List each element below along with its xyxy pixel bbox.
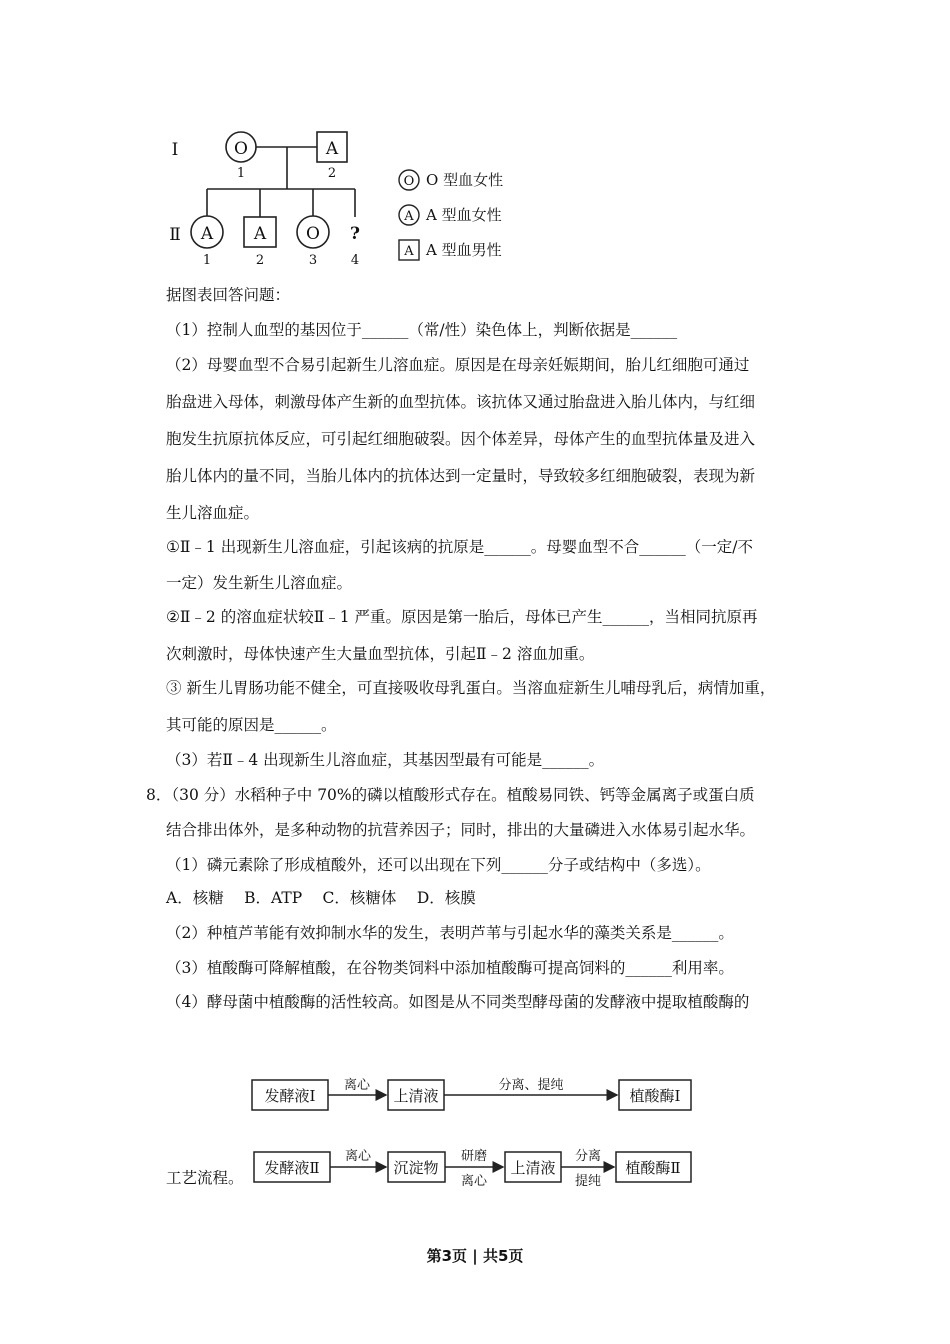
flow1-phytase-box: 植酸酶Ⅰ <box>629 1087 681 1105</box>
pedigree-chart <box>160 125 540 270</box>
ii1-blood-type: A <box>200 224 214 244</box>
intro-line: 据图表回答问题： <box>166 286 291 304</box>
generation-i-label: Ⅰ <box>171 140 179 160</box>
page-footer: 第3页 | 共5页 <box>426 1247 524 1265</box>
q3-line: （3）若Ⅱ﹣4 出现新生儿溶血症，其基因型最有可能是______。 <box>166 751 605 769</box>
ii1-number: 1 <box>202 253 212 268</box>
q2-line-4: 胎儿体内的量不同，当胎儿体内的抗体达到一定量时，导致较多红细胞破裂，表现为新 <box>166 467 756 485</box>
q8-sub3-line: （3）植酸酶可降解植酸，在谷物类饲料中添加植酸酶可提高饲料的______利用率。 <box>166 959 734 977</box>
ii3-number: 3 <box>308 253 318 268</box>
flow2-separate-label: 分离 <box>574 1149 602 1164</box>
flow1-supernatant-box: 上清液 <box>393 1087 439 1105</box>
flow2-supernatant-box: 上清液 <box>510 1159 556 1177</box>
ii2-number: 2 <box>255 253 265 268</box>
q1-line: （1）控制人血型的基因位于______（常/性）染色体上，判断依据是______ <box>166 321 678 339</box>
flow2-purify-label: 提纯 <box>574 1174 602 1189</box>
i1-number: 1 <box>236 166 246 181</box>
q8-sub1-options: A．核糖 B．ATP C．核糖体 D．核膜 <box>166 889 476 907</box>
process-flow-1 <box>245 1072 705 1117</box>
q2-line-3: 胞发生抗原抗体反应，可引起红细胞破裂。因个体差异，母体产生的血型抗体量及进入 <box>166 430 756 448</box>
process-flow-2 <box>245 1140 705 1195</box>
legend-a-male: A 型血男性 <box>426 241 502 259</box>
flow2-centrifuge2-label: 离心 <box>460 1174 488 1189</box>
legend-a-female: A 型血女性 <box>426 206 502 224</box>
q8-sub4-line: （4）酵母菌中植酸酶的活性较高。如图是从不同类型酵母菌的发酵液中提取植酸酶的 <box>166 993 750 1011</box>
flow2-fermentation-box: 发酵液Ⅱ <box>264 1159 320 1177</box>
flow2-grind-label: 研磨 <box>460 1149 488 1164</box>
ii2-blood-type: A <box>253 224 267 244</box>
flow1-separate-purify-label: 分离、提纯 <box>498 1078 564 1093</box>
flow1-centrifuge-label: 离心 <box>343 1078 371 1093</box>
legend-symbol-o: O <box>403 174 415 189</box>
i1-blood-type: O <box>234 139 248 159</box>
q2-line-5: 生儿溶血症。 <box>166 504 260 522</box>
ii3-blood-type: O <box>306 224 320 244</box>
legend-symbol-a-male: A <box>404 244 414 259</box>
q2-line-1: （2）母婴血型不合易引起新生儿溶血症。原因是在母亲妊娠期间，胎儿红细胞可通过 <box>166 356 750 374</box>
legend-o-female: O 型血女性 <box>426 171 504 189</box>
q2-line-2: 胎盘进入母体，刺激母体产生新的血型抗体。该抗体又通过胎盘进入胎儿体内，与红细 <box>166 393 756 411</box>
q2-sub1-line-1: ①Ⅱ﹣1 出现新生儿溶血症，引起该病的抗原是______。母婴血型不合______（一定/不 <box>166 538 753 556</box>
flow1-fermentation-box: 发酵液Ⅰ <box>264 1087 316 1105</box>
q2-sub2-line-2: 次刺激时，母体快速产生大量血型抗体，引起Ⅱ﹣2 溶血加重。 <box>166 645 595 663</box>
q2-sub1-line-2: 一定）发生新生儿溶血症。 <box>166 574 353 592</box>
generation-ii-label: Ⅱ <box>169 225 181 245</box>
i2-number: 2 <box>327 166 337 181</box>
q8-sub2-line: （2）种植芦苇能有效抑制水华的发生，表明芦苇与引起水华的藻类关系是______。 <box>166 924 734 942</box>
i2-blood-type: A <box>325 139 339 159</box>
legend-symbol-a-female: A <box>404 209 414 224</box>
flow2-centrifuge-label: 离心 <box>344 1149 372 1164</box>
q2-sub3-line-2: 其可能的原因是______。 <box>166 716 337 734</box>
q8-sub4-line-end: 工艺流程。 <box>166 1169 244 1187</box>
q2-sub3-line-1: ③ 新生儿胃肠功能不健全，可直接吸收母乳蛋白。当溶血症新生儿哺母乳后，病情加重， <box>166 679 776 697</box>
q8-line-1: 8．（30 分）水稻种子中 70%的磷以植酸形式存在。植酸易同铁、钙等金属离子或蛋白质 <box>146 786 755 804</box>
q2-sub2-line-1: ②Ⅱ﹣2 的溶血症状较Ⅱ﹣1 严重。原因是第一胎后，母体已产生______，当相同抗原再 <box>166 608 758 626</box>
q8-line-2: 结合排出体外，是多种动物的抗营养因子；同时，排出的大量磷进入水体易引起水华。 <box>166 821 756 839</box>
flow2-sediment-box: 沉淀物 <box>393 1159 439 1177</box>
ii4-number: 4 <box>350 253 360 268</box>
q8-sub1-line: （1）磷元素除了形成植酸外，还可以出现在下列______分子或结构中（多选）。 <box>166 856 711 874</box>
ii4-unknown: ? <box>350 224 360 244</box>
flow2-phytase-box: 植酸酶Ⅱ <box>625 1159 681 1177</box>
